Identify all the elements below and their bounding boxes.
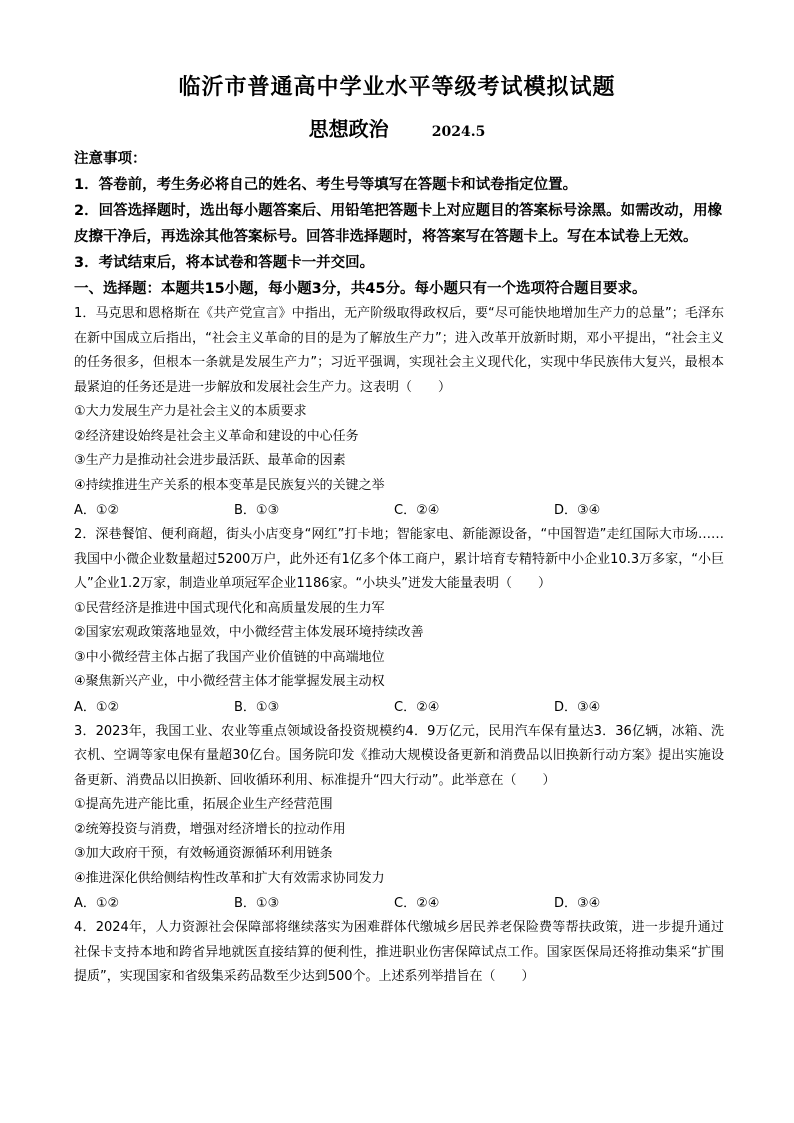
question-stem: 1．马克思和恩格斯在《共产党宣言》中指出，无产阶级取得政权后，要“尽可能快地增加生产力的总量”；毛泽东在新中国成立后指出，“社会主义革命的目的是为了解放生产力”；进入改革开放新时期，邓小平提出，“社会主义的任务很多，但根本一条就是发展生产力”；习近平强调，实现社会主义现代化，实现中华民族伟大复兴，最根本最紧迫的任务还是进一步解放和发展社会生产力。这表明（ ） [74, 306, 724, 395]
notice-item: 1．答卷前，考生务必将自己的姓名、考生号等填写在答题卡和试卷指定位置。 [74, 177, 578, 193]
answer-choices [74, 695, 724, 720]
question-statement: ④持续推进生产关系的根本变革是民族复兴的关键之举 [74, 477, 385, 493]
choice-c: C．②④ [394, 503, 440, 518]
choice-a: A．①② [74, 503, 120, 518]
answer-choices [74, 498, 724, 523]
notice-heading: 注意事项： [74, 151, 147, 167]
choice-c: C．②④ [394, 896, 440, 911]
question-stem: 3．2023年，我国工业、农业等重点领域设备投资规模约4．9万亿元，民用汽车保有量达3．36亿辆，冰箱、洗衣机、空调等家电保有量超30亿台。国务院印发《推动大规模设备更新和消费品以旧换新行动方案》提出实施设备更新、消费品以旧换新、回收循环利用、标准提升“四大行动”。此举意在（ ） [74, 723, 724, 788]
choice-a: A．①② [74, 896, 120, 911]
question-statement: ②国家宏观政策落地显效，中小微经营主体发展环境持续改善 [74, 625, 424, 640]
question-statement: ③加大政府干预，有效畅通资源循环利用链条 [74, 846, 333, 861]
choice-b: B．①③ [234, 896, 280, 911]
choice-d: D．③④ [554, 896, 601, 911]
subject-name: 思想政治 [308, 117, 389, 141]
answer-choices [74, 891, 724, 916]
question-statement: ④推进深化供给侧结构性改革和扩大有效需求协同发力 [74, 870, 385, 886]
notice-item: 3．考试结束后，将本试卷和答题卡一并交回。 [74, 255, 375, 271]
question-stem: 4．2024年，人力资源社会保障部将继续落实为困难群体代缴城乡居民养老保险费等帮扶政策，进一步提升通过社保卡支持本地和跨省异地就医直接结算的便利性，推进职业伤害保障试点工作。国家医保局还将推动集采“扩围提质”，实现国家和省级集采药品数至少达到500个。上述系列举措旨在（ ） [74, 920, 724, 984]
question-statement: ①提高先进产能比重，拓展企业生产经营范围 [74, 797, 333, 812]
question-stem: 2．深巷餐馆、便利商超，街头小店变身“网红”打卡地；智能家电、新能源设备，“中国智造”走红国际大市场……我国中小微企业数量超过5200万户，此外还有1亿多个体工商户，累计培育专精特新中小企业10.3万多家，“小巨人”企业1.2万家，制造业单项冠军企业1186家。“小块头”迸发大能量表明（ ） [74, 527, 724, 591]
exam-date: 2024.5 [431, 124, 486, 140]
choice-b: B．①③ [234, 503, 280, 518]
question-statement: ③中小微经营主体占据了我国产业价值链的中高端地位 [74, 649, 385, 665]
subtitle-row [0, 113, 794, 142]
question-statement: ③生产力是推动社会进步最活跃、最革命的因素 [74, 453, 346, 468]
choice-a: A．①② [74, 699, 120, 715]
question-statement: ④聚焦新兴产业，中小微经营主体才能掌握发展主动权 [74, 674, 385, 689]
exam-content [74, 146, 724, 990]
question-statement: ①大力发展生产力是社会主义的本质要求 [74, 404, 307, 419]
choice-b: B．①③ [234, 699, 280, 715]
question-statement: ①民营经济是推进中国式现代化和高质量发展的生力军 [74, 600, 385, 616]
choice-d: D．③④ [554, 503, 601, 518]
question-statement: ②经济建设始终是社会主义革命和建设的中心任务 [74, 428, 359, 444]
choice-c: C．②④ [394, 699, 440, 715]
notice-item: 2．回答选择题时，选出每小题答案后、用铅笔把答题卡上对应题目的答案标号涂黑。如需改动，用橡皮擦干净后，再选涂其他答案标号。回答非选择题时，将答案写在答题卡上。写在本试卷上无效。 [74, 203, 723, 245]
section-heading: 一、选择题：本题共15小题，每小题3分，共45分。每小题只有一个选项符合题目要求。 [74, 281, 647, 297]
choice-d: D．③④ [554, 699, 601, 715]
exam-title: 临沂市普通高中学业水平等级考试模拟试题 [178, 74, 616, 100]
question-statement: ②统筹投资与消费，增强对经济增长的拉动作用 [74, 821, 346, 837]
